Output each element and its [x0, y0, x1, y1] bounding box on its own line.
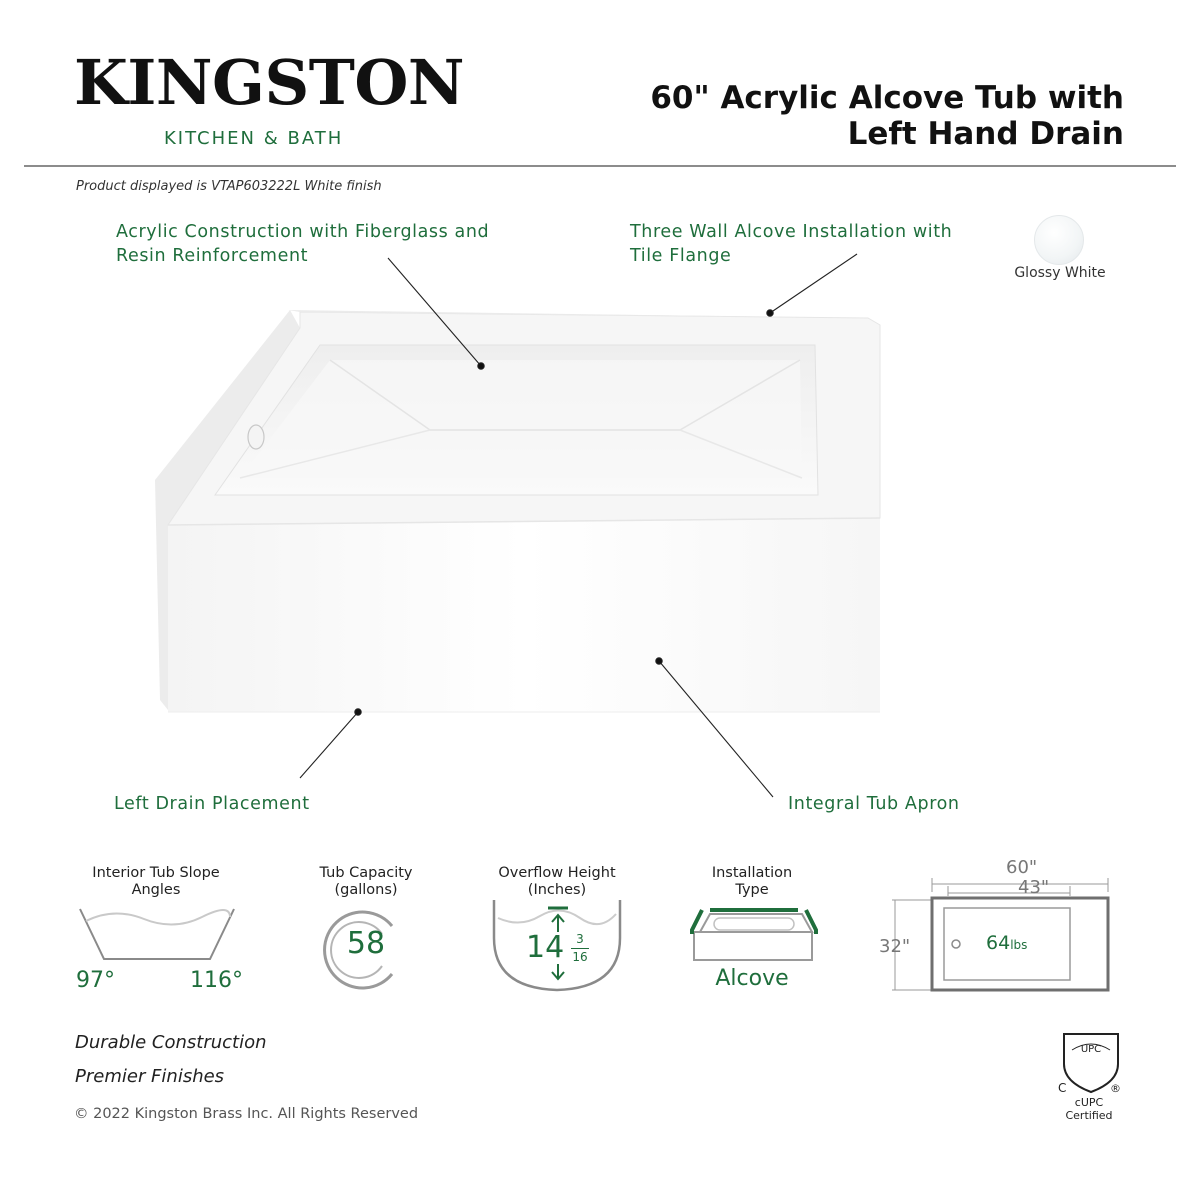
copyright	[74, 1106, 418, 1122]
overflow-drain-hole	[248, 425, 264, 449]
slope-angle-icon	[74, 905, 244, 965]
callout-construction	[116, 220, 489, 268]
installation-label-line-1: Installation	[711, 865, 793, 881]
capacity-label-line-2: (gallons)	[334, 882, 398, 898]
upc-registered-mark: ®	[1110, 1082, 1121, 1095]
installation-label-line-2: Type	[735, 882, 769, 898]
finish-label: Glossy White	[1014, 265, 1106, 281]
dimension-weight	[986, 932, 1027, 954]
overflow-label	[477, 865, 637, 899]
alcove-install-icon	[684, 906, 824, 964]
slope-label-line-2: Angles	[131, 882, 181, 898]
certification-line-2: Certified	[1065, 1109, 1113, 1122]
dimension-diagram	[890, 860, 1130, 995]
capacity-label-line-1: Tub Capacity	[319, 865, 413, 881]
overflow-whole: 14	[526, 930, 565, 965]
dimension-width: 32"	[879, 936, 911, 957]
product-title-line-2: Left Hand Drain	[847, 116, 1124, 152]
capacity-value: 58	[346, 926, 386, 961]
callout-construction-line-2: Resin Reinforcement	[116, 246, 309, 266]
product-note: Product displayed is VTAP603222L White finish	[76, 179, 382, 194]
tub-apron	[168, 518, 880, 712]
callout-construction-line-1: Acrylic Construction with Fiberglass and	[116, 222, 490, 242]
overflow-label-line-1: Overflow Height	[498, 865, 616, 881]
slope-right-angle: 116°	[190, 968, 243, 993]
overflow-numerator: 3	[576, 932, 584, 946]
overflow-denominator: 16	[572, 950, 588, 964]
brand-tagline: KITCHEN & BATH	[164, 128, 344, 149]
callout-drain: Left Drain Placement	[114, 794, 310, 814]
bullet-durable: Durable Construction	[75, 1032, 267, 1053]
weight-unit: lbs	[1010, 938, 1028, 952]
slope-label	[76, 865, 236, 899]
dimension-length: 60"	[1006, 857, 1038, 878]
certification-text	[1050, 1096, 1128, 1122]
bullet-premier: Premier Finishes	[75, 1066, 225, 1087]
callout-apron: Integral Tub Apron	[788, 794, 960, 814]
capacity-label	[286, 865, 446, 899]
brand-logo: KINGSTON	[74, 46, 465, 119]
copyright-text: 2022 Kingston Brass Inc. All Rights Reserved	[93, 1106, 419, 1122]
weight-value: 64	[986, 932, 1011, 954]
callout-installation-line-2: Tile Flange	[630, 246, 732, 266]
installation-label	[672, 865, 832, 899]
certification-line-1: cUPC	[1074, 1096, 1104, 1109]
overflow-label-line-2: (Inches)	[527, 882, 587, 898]
upc-certification-icon	[1056, 1030, 1126, 1096]
slope-left-angle: 97°	[76, 968, 115, 993]
dimension-inner-length: 43"	[1018, 877, 1050, 898]
fraction-bar	[571, 948, 589, 949]
slope-label-line-1: Interior Tub Slope	[92, 865, 220, 881]
copyright-icon: ©	[74, 1106, 89, 1122]
product-title-line-1: 60" Acrylic Alcove Tub with	[650, 80, 1124, 116]
upc-mark-text: UPC	[1080, 1044, 1102, 1055]
installation-value: Alcove	[715, 966, 789, 991]
callout-installation-line-1: Three Wall Alcove Installation with	[630, 222, 953, 242]
callout-installation	[630, 220, 952, 268]
upc-c-letter: C	[1058, 1081, 1067, 1095]
